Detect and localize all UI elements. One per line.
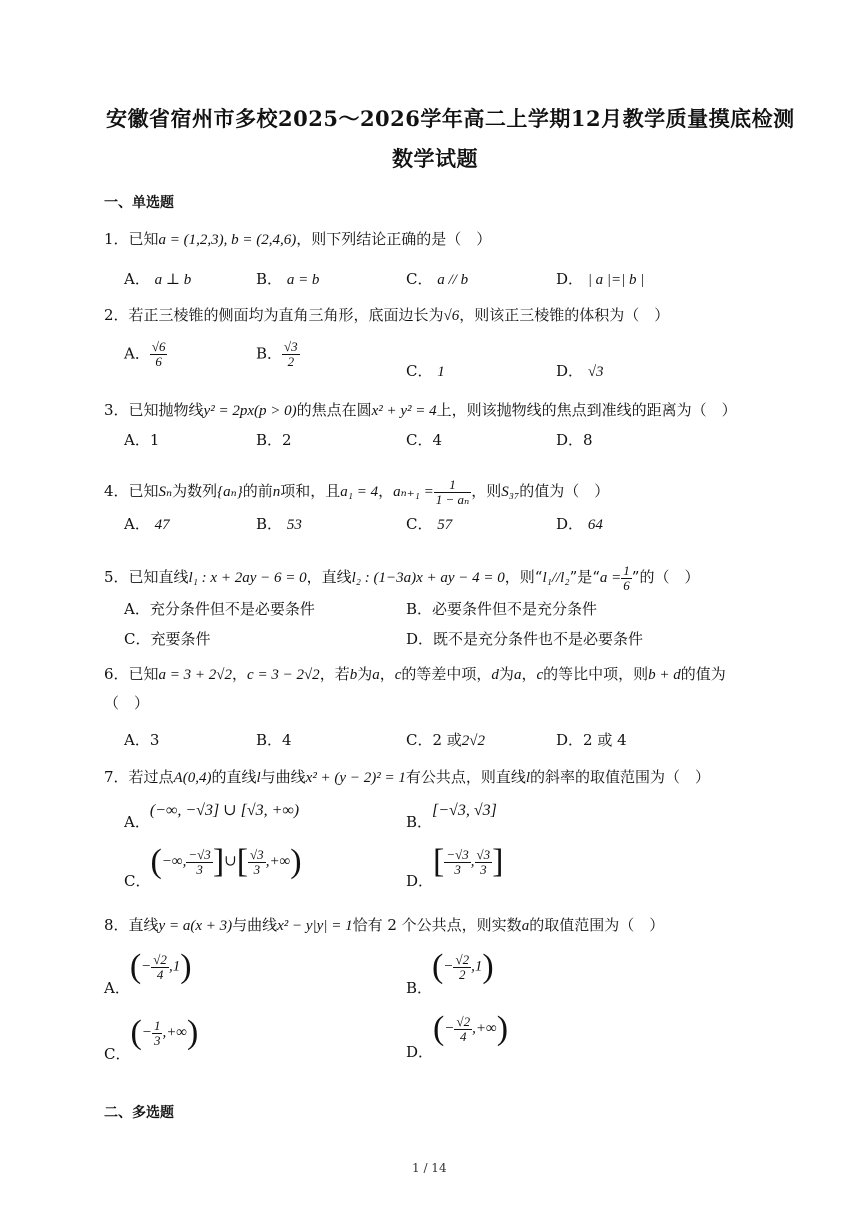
numerator: √3 [250, 846, 264, 862]
q5-math-l1: l₁ : x + 2ay − 6 = 0 [188, 570, 307, 587]
question-1 [104, 232, 491, 248]
option-label: C． [406, 515, 433, 533]
option-math: 2√2 [461, 733, 486, 749]
question-7 [104, 770, 710, 786]
q6-option-c [406, 733, 485, 749]
option-label: B． [406, 813, 433, 831]
q4-math-seq: {aₙ} [217, 484, 243, 501]
numerator: √2 [455, 951, 470, 967]
q7-stem-c: 与曲线 [260, 768, 306, 786]
q7-math-point: A(0,4) [173, 770, 212, 786]
q4-stem-c: 的前 [242, 482, 273, 501]
option-fraction [453, 953, 471, 981]
open-paren: ( [433, 1010, 445, 1047]
option-label: A． [124, 344, 150, 363]
q6-math-c: c = 3 − 2√2 [247, 667, 320, 683]
q8-option-b [406, 948, 494, 997]
q7-option-a [124, 802, 300, 831]
close-paren: ) [482, 948, 494, 985]
q7-option-b [406, 802, 497, 831]
option-label: A． [124, 515, 150, 533]
close-paren: ) [187, 1014, 199, 1051]
q2-option-b [256, 340, 300, 368]
question-5 [104, 564, 699, 592]
q6-option-d: D．2 或 4 [556, 731, 627, 749]
q5-stem: 5．已知直线 [104, 568, 189, 587]
option-label: D． [556, 270, 584, 288]
option-label: B． [256, 515, 283, 533]
q4-stem-tail: 的值为（ ） [519, 482, 610, 501]
union-symbol: ∪ [224, 853, 237, 870]
question-3 [104, 403, 737, 419]
q2-math: √6 [443, 308, 460, 324]
q4-option-d [556, 517, 603, 533]
q6-stem-g: 为 [498, 665, 514, 683]
q6-stem-j: 的值为 [680, 665, 726, 683]
option-value: 53 [286, 517, 302, 533]
option-label: C． [104, 1045, 131, 1063]
q8-math-a: a [521, 918, 530, 934]
option-fraction [186, 848, 212, 876]
q2-option-a [124, 340, 167, 368]
minus-sign: − [444, 1020, 455, 1037]
option-fraction [248, 848, 266, 876]
q7-math-curve: x² + (y − 2)² = 1 [305, 770, 406, 786]
option-label: B． [406, 979, 433, 997]
q2-stem-tail: ，则该正三棱锥的体积为（ ） [459, 306, 670, 324]
comma: , [470, 853, 475, 870]
page-number: 1 / 14 [412, 1161, 447, 1175]
q1-option-a [124, 272, 191, 288]
q4-stem-f: ，则 [471, 482, 502, 501]
q6-math-a: a = 3 + 2√2 [158, 667, 233, 683]
q4-math-sn: Sₙ [158, 484, 173, 501]
option-fraction [454, 1015, 472, 1043]
section-heading-single-choice: 一、单选题 [104, 195, 174, 211]
q3-option-d: D．8 [556, 431, 593, 449]
q1-option-b [256, 272, 319, 288]
option-fraction [282, 340, 300, 368]
q6-stem-i: 的等比中项，则 [543, 665, 649, 683]
q7-stem-tail: 的斜率的取值范围为（ ） [530, 768, 711, 786]
open-paren: ( [130, 1014, 142, 1051]
q4-math-recur-fraction [434, 478, 472, 506]
denominator: 1 − aₙ [435, 491, 470, 507]
q8-option-a [104, 948, 192, 997]
q7-math-l: l [256, 770, 261, 786]
q3-math-circle: x² + y² = 4 [371, 403, 437, 419]
page-title: 安徽省宿州市多校2025～2026学年高二上学期12月教学质量摸底检测 [106, 106, 795, 131]
question-4 [104, 478, 609, 506]
q8-option-c [104, 1014, 199, 1063]
option-math: √3 [587, 364, 604, 380]
q6-stem: 6．已知 [104, 665, 159, 683]
q7-option-c [124, 843, 302, 890]
q6-stem-e: ， [379, 665, 395, 683]
q8-stem-tail: 的取值范围为（ ） [529, 916, 665, 934]
close-paren: ) [290, 843, 302, 880]
numerator: −√3 [446, 846, 469, 862]
q3-stem: 3．已知抛物线 [104, 401, 204, 419]
numerator: −√3 [188, 846, 211, 862]
option-tail: ,1 [471, 958, 483, 975]
q8-stem-b: 与曲线 [232, 916, 278, 934]
q7-math-l: l [525, 770, 531, 786]
numerator: √3 [284, 339, 298, 354]
q7-stem: 7．若过点 [104, 768, 174, 786]
denominator: 4 [156, 966, 164, 982]
q4-math-s37: S₃₇ [501, 484, 520, 501]
option-label: D． [406, 872, 434, 890]
q6-option-a: A．3 [124, 731, 160, 749]
q4-stem-e: ， [378, 482, 394, 501]
q5-math-a-fraction [621, 564, 632, 592]
q3-math-parabola: y² = 2px(p > 0) [203, 403, 297, 419]
option-label: B． [256, 270, 283, 288]
q5-option-d: D．既不是充分条件也不是必要条件 [406, 630, 644, 648]
numerator: √3 [476, 846, 491, 862]
option-value: 47 [154, 517, 170, 533]
q5-math-parallel: l₁//l₂ [542, 570, 570, 587]
q6-math-b: b [349, 667, 358, 683]
q4-math-recur-lhs: aₙ₊₁ = [393, 484, 434, 501]
q6-math-var: a [513, 667, 522, 683]
option-value: 57 [437, 517, 453, 533]
option-math: a ⊥ b [154, 272, 192, 288]
q1-math: a = (1,2,3), b = (2,4,6) [158, 232, 297, 248]
q5-option-c: C．充要条件 [124, 630, 211, 648]
q4-option-c [406, 517, 452, 533]
question-2 [104, 308, 669, 324]
close-paren: ) [180, 948, 192, 985]
q3-stem-mid: 的焦点在圆 [296, 401, 372, 419]
q5-stem-d: ”是“ [569, 568, 600, 587]
q6-stem-c: ，若 [319, 665, 350, 683]
open-paren: ( [129, 948, 142, 985]
question-6 [104, 667, 726, 683]
denominator: 2 [287, 353, 295, 369]
q5-stem-tail: ”的（ ） [631, 568, 700, 587]
option-label: A． [124, 813, 150, 831]
open-paren: ( [432, 948, 444, 985]
q2-stem: 2．若正三棱锥的侧面均为直角三角形，底面边长为 [104, 306, 444, 324]
open-paren: ( [150, 843, 162, 880]
q8-stem-c: 恰有 2 个公共点，则实数 [352, 916, 522, 934]
denominator: 2 [459, 966, 466, 982]
option-label: D． [556, 515, 584, 533]
option-tail: ,+∞ [472, 1020, 497, 1037]
open-bracket: [ [236, 843, 249, 880]
q2-option-c [406, 364, 445, 380]
minus-sign: − [141, 1024, 152, 1041]
q7-stem-d: 有公共点，则直线 [405, 768, 526, 786]
option-math-pos-inf: ,+∞ [265, 853, 291, 870]
q7-stem-b: 的直线 [211, 768, 257, 786]
option-label: C． [406, 362, 433, 380]
q6-stem-d: 为 [357, 665, 373, 683]
q4-stem-d: 项和，且 [280, 482, 341, 501]
q1-option-d [556, 272, 644, 288]
option-label: C．2 或 [406, 731, 462, 749]
q4-stem: 4．已知 [104, 482, 159, 501]
open-bracket: [ [433, 843, 445, 880]
option-tail: ,+∞ [162, 1024, 188, 1041]
q5-stem-c: ，则“ [504, 568, 543, 587]
q6-math-d: d [491, 667, 499, 683]
option-tail: ,1 [168, 958, 181, 975]
q6-stem-f: 的等差中项， [401, 665, 492, 683]
q3-option-b: B．2 [256, 431, 292, 449]
numerator: 1 [153, 1017, 161, 1033]
denominator: 3 [253, 861, 261, 877]
q4-option-b [256, 517, 302, 533]
option-fraction [150, 340, 168, 368]
option-math-neg-inf: −∞, [161, 853, 187, 870]
option-label: D． [406, 1043, 434, 1061]
q4-math-n: n [272, 484, 281, 501]
q5-option-a: A．充分条件但不是必要条件 [124, 600, 315, 618]
section-heading-multi-choice: 二、多选题 [104, 1105, 174, 1121]
q3-option-c: C．4 [406, 431, 443, 449]
option-label: B． [256, 344, 283, 363]
q3-option-a: A．1 [124, 431, 160, 449]
q1-stem-tail: ，则下列结论正确的是（ ） [296, 230, 492, 248]
denominator: 3 [480, 861, 487, 877]
q6-math-sum: b + d [648, 667, 681, 683]
option-fraction [152, 1019, 163, 1047]
option-fraction [475, 848, 493, 876]
q4-math-a1: a₁ = 4 [340, 484, 379, 501]
close-bracket: ] [212, 843, 225, 880]
q1-stem: 1．已知 [104, 230, 159, 248]
option-label: C． [124, 872, 151, 890]
q4-stem-b: 为数列 [172, 482, 218, 501]
numerator: √2 [456, 1013, 471, 1029]
q6-math-var: c [394, 667, 402, 683]
q8-option-d [406, 1010, 509, 1061]
denominator: 6 [623, 577, 630, 593]
denominator: 3 [454, 861, 461, 877]
q6-math-var: c [536, 667, 544, 683]
q8-math-line: y = a(x + 3) [158, 918, 233, 934]
close-bracket: ] [492, 843, 504, 880]
denominator: 4 [460, 1028, 467, 1044]
option-label: A． [104, 979, 130, 997]
option-math: 1 [437, 364, 445, 380]
option-label: D． [556, 362, 584, 380]
numerator: 1 [623, 563, 630, 578]
denominator: 3 [153, 1032, 161, 1048]
q6-stem-h: ， [521, 665, 537, 683]
q6-answer-blank: （ ） [104, 694, 150, 712]
option-math: (−∞, −√3] ∪ [√3, +∞) [149, 802, 300, 819]
page-subtitle: 数学试题 [392, 146, 478, 171]
q5-option-b: B．必要条件但不是充分条件 [406, 600, 598, 618]
q5-math-a-lhs: a = [599, 570, 622, 587]
option-math: a // b [437, 272, 469, 288]
numerator: √6 [151, 339, 166, 354]
minus-sign: − [141, 958, 152, 975]
close-paren: ) [496, 1010, 509, 1047]
option-fraction [444, 848, 470, 876]
q5-stem-b: ，直线 [306, 568, 352, 587]
option-fraction [151, 953, 169, 981]
q7-option-d [406, 843, 504, 890]
q6-math-var: a [372, 667, 380, 683]
denominator: 3 [196, 861, 203, 877]
option-math: a = b [286, 272, 320, 288]
minus-sign: − [443, 958, 454, 975]
q6-option-b: B．4 [256, 731, 292, 749]
denominator: 6 [155, 353, 162, 369]
q5-math-l2: l₂ : (1−3a)x + ay − 4 = 0 [351, 570, 505, 587]
q2-option-d [556, 364, 604, 380]
q6-stem-b: ， [232, 665, 248, 683]
option-math: | a |=| b | [587, 272, 645, 288]
q3-stem-tail: 上，则该抛物线的焦点到准线的距离为（ ） [436, 401, 737, 419]
numerator: 1 [434, 478, 472, 493]
q4-option-a [124, 517, 170, 533]
q8-math-curve: x² − y|y| = 1 [277, 918, 353, 934]
numerator: √2 [153, 951, 167, 967]
option-label: C． [406, 270, 433, 288]
option-math: [−√3, √3] [432, 802, 497, 819]
q8-stem: 8．直线 [104, 916, 159, 934]
question-8 [104, 918, 664, 934]
option-value: 64 [587, 517, 603, 533]
option-label: A． [124, 270, 150, 288]
q1-option-c [406, 272, 468, 288]
